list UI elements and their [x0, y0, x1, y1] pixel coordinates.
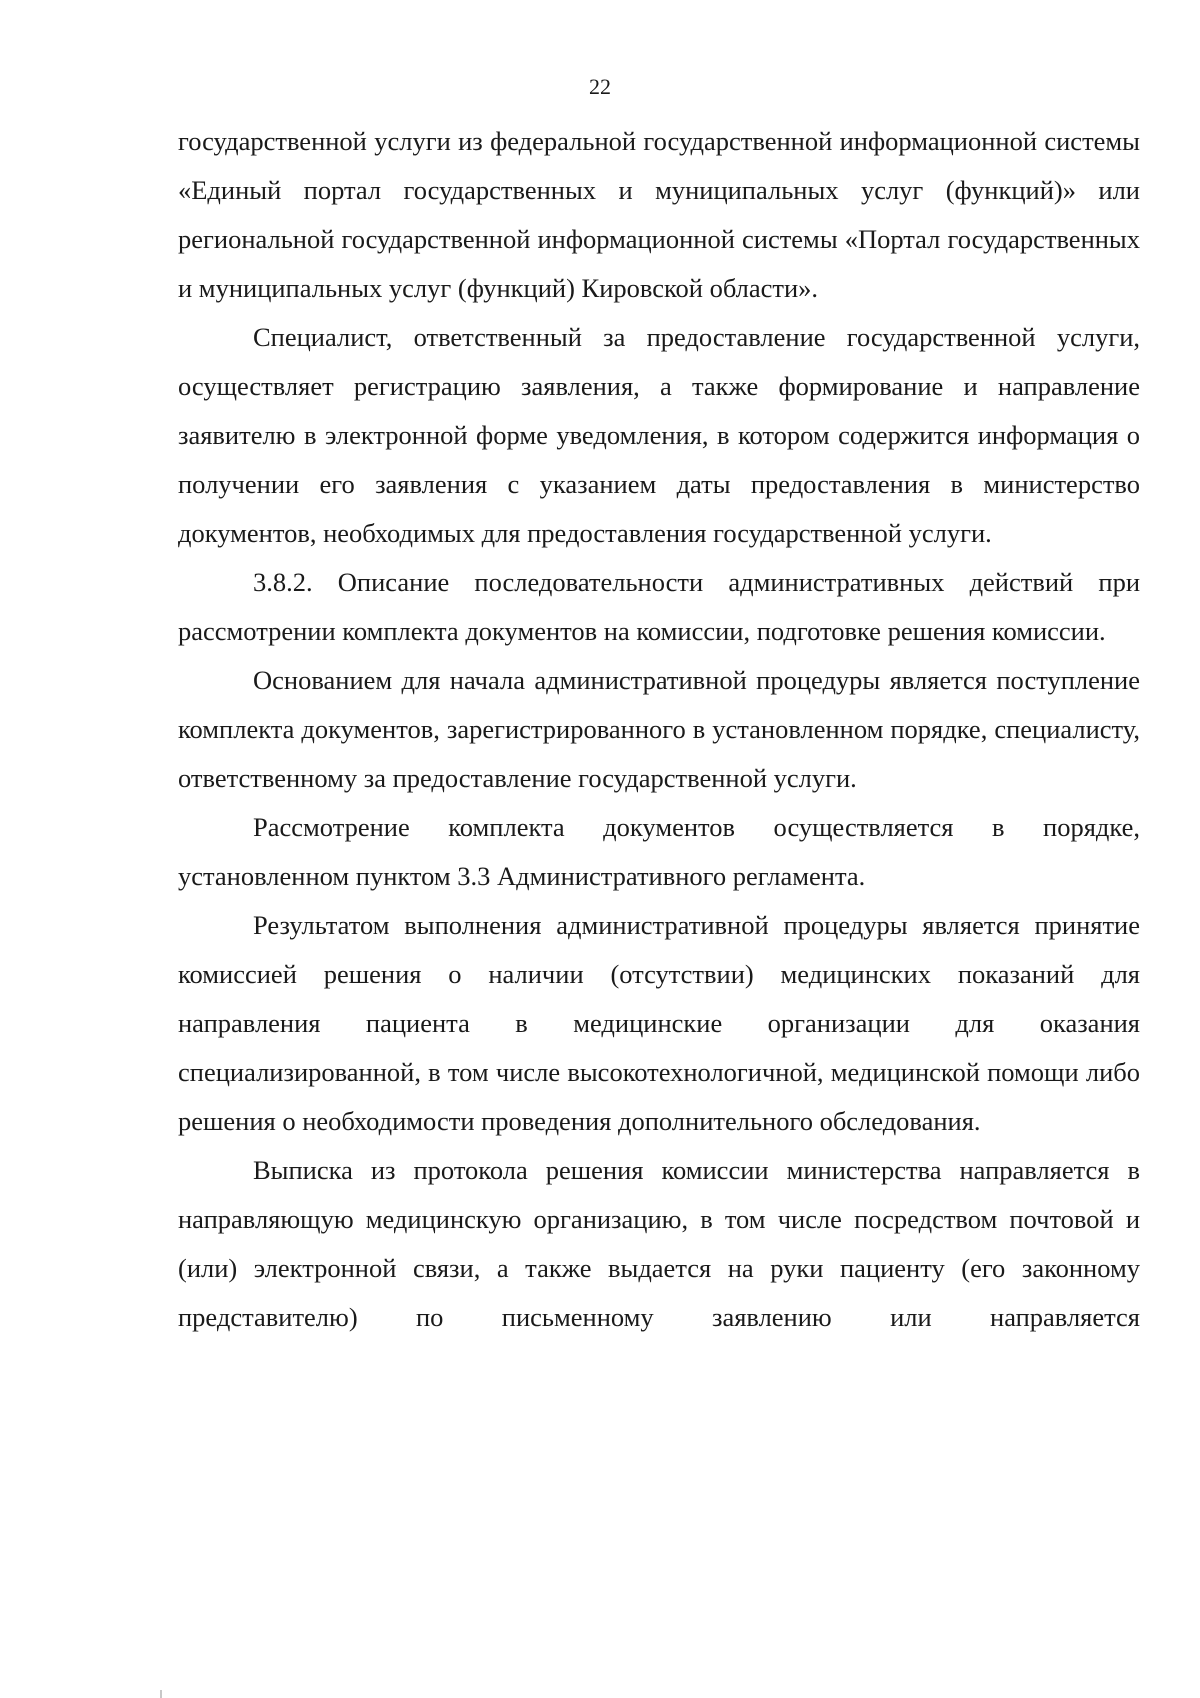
paragraph-protocol-extract: Выписка из протокола решения комиссии министерства направляется в направляющую медицинскую организацию, в том числе посредством почтовой и (или) электронной связи, а также выдается на руки пациенту (его законному представителю) по письменному заявлению или направляется	[178, 1155, 1140, 1332]
paragraph-specialist-registration: Специалист, ответственный за предоставление государственной услуги, осуществляет регистрацию заявления, а также формирование и направление заявителю в электронной форме уведомления, в котором содержится информация о получении его заявления с указанием даты предоставления в министерство документов, необходимых для предоставления государственной услуги.	[178, 322, 1140, 548]
paragraph-section-3-8-2: 3.8.2. Описание последовательности административных действий при рассмотрении комплекта документов на комиссии, подготовке решения комиссии.	[178, 567, 1140, 646]
paragraph-continuation: государственной услуги из федеральной государственной информационной системы «Единый портал государственных и муниципальных услуг (функций)» или региональной государственной информационной системы «Портал государственных и муниципальных услуг (функций) Кировской области».	[178, 126, 1140, 303]
paragraph-review-order: Рассмотрение комплекта документов осуществляется в порядке, установленном пунктом 3.3 Административного регламента.	[178, 812, 1140, 891]
document-body	[178, 117, 1140, 1342]
paragraph-procedure-result: Результатом выполнения административной процедуры является принятие комиссией решения о наличии (отсутствии) медицинских показаний для направления пациента в медицинские организации для оказания специализированной, в том числе высокотехнологичной, медицинской помощи либо решения о необходимости проведения дополнительного обследования.	[178, 910, 1140, 1136]
page-number: 22	[589, 74, 611, 99]
paragraph-procedure-basis: Основанием для начала административной процедуры является поступление комплекта документов, зарегистрированного в установленном порядке, специалисту, ответственному за предоставление государственной услуги.	[178, 665, 1140, 793]
scan-edge-mark	[160, 1690, 162, 1698]
